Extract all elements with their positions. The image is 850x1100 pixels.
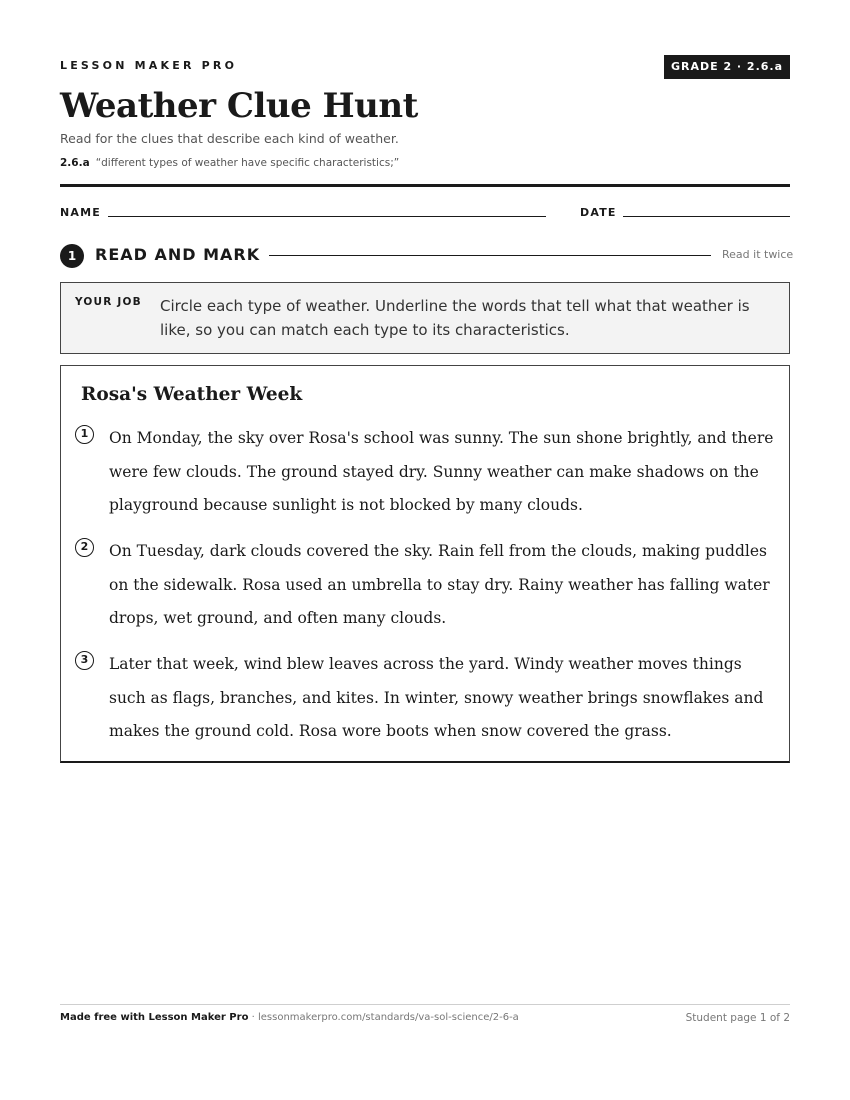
page-indicator: Student page 1 of 2 (685, 1012, 790, 1024)
footer-url[interactable]: · lessonmakerpro.com/standards/va-sol-science/2-6-a (248, 1012, 519, 1023)
standard-code: 2.6.a (60, 157, 90, 169)
date-field[interactable] (623, 216, 790, 217)
section-title: READ AND MARK (95, 245, 261, 264)
worksheet-title: Weather Clue Hunt (60, 86, 418, 126)
instructions-label: YOUR JOB (75, 296, 142, 308)
instructions-text: Circle each type of weather. Underline the words that tell what that weather is like, so you can match each type to its characteristics. (160, 297, 750, 339)
worksheet-subtitle: Read for the clues that describe each kind of weather. (60, 131, 399, 146)
footer-credit (60, 1012, 519, 1023)
name-field[interactable] (108, 216, 546, 217)
paragraph-number: 1 (75, 425, 94, 444)
paragraph-text: On Tuesday, dark clouds covered the sky. Rain fell from the clouds, making puddles on the sidewalk. Rosa used an umbrella to stay dry. Rainy weather has falling water drops, wet ground, and often many clouds. (109, 542, 770, 628)
section-number-badge: 1 (60, 244, 84, 268)
grade-badge: GRADE 2 · 2.6.a (664, 55, 790, 79)
standard-reference (60, 157, 399, 169)
name-label: NAME (60, 206, 101, 219)
footer-divider (60, 1004, 790, 1005)
footer-made-with: Made free with Lesson Maker Pro (60, 1012, 249, 1023)
paragraph-text: Later that week, wind blew leaves across the yard. Windy weather moves things such as flags, branches, and kites. In winter, snowy weather brings snowflakes and makes the ground cold. Rosa wore boots when snow covered the grass. (109, 655, 764, 741)
instructions-box (60, 282, 790, 354)
date-label: DATE (580, 206, 617, 219)
section-divider (269, 255, 711, 256)
paragraph-text: On Monday, the sky over Rosa's school was sunny. The sun shone brightly, and there were few clouds. The ground stayed dry. Sunny weather can make shadows on the playground because sunlight is not blocked by many clouds. (109, 429, 774, 515)
standard-text: “different types of weather have specific characteristics;” (95, 157, 400, 169)
header-divider (60, 184, 790, 187)
passage-title: Rosa's Weather Week (81, 384, 303, 405)
section-note: Read it twice (722, 248, 794, 261)
brand-name: LESSON MAKER PRO (60, 59, 238, 72)
reading-passage (60, 365, 790, 763)
paragraph-number: 3 (75, 651, 94, 670)
paragraph-number: 2 (75, 538, 94, 557)
